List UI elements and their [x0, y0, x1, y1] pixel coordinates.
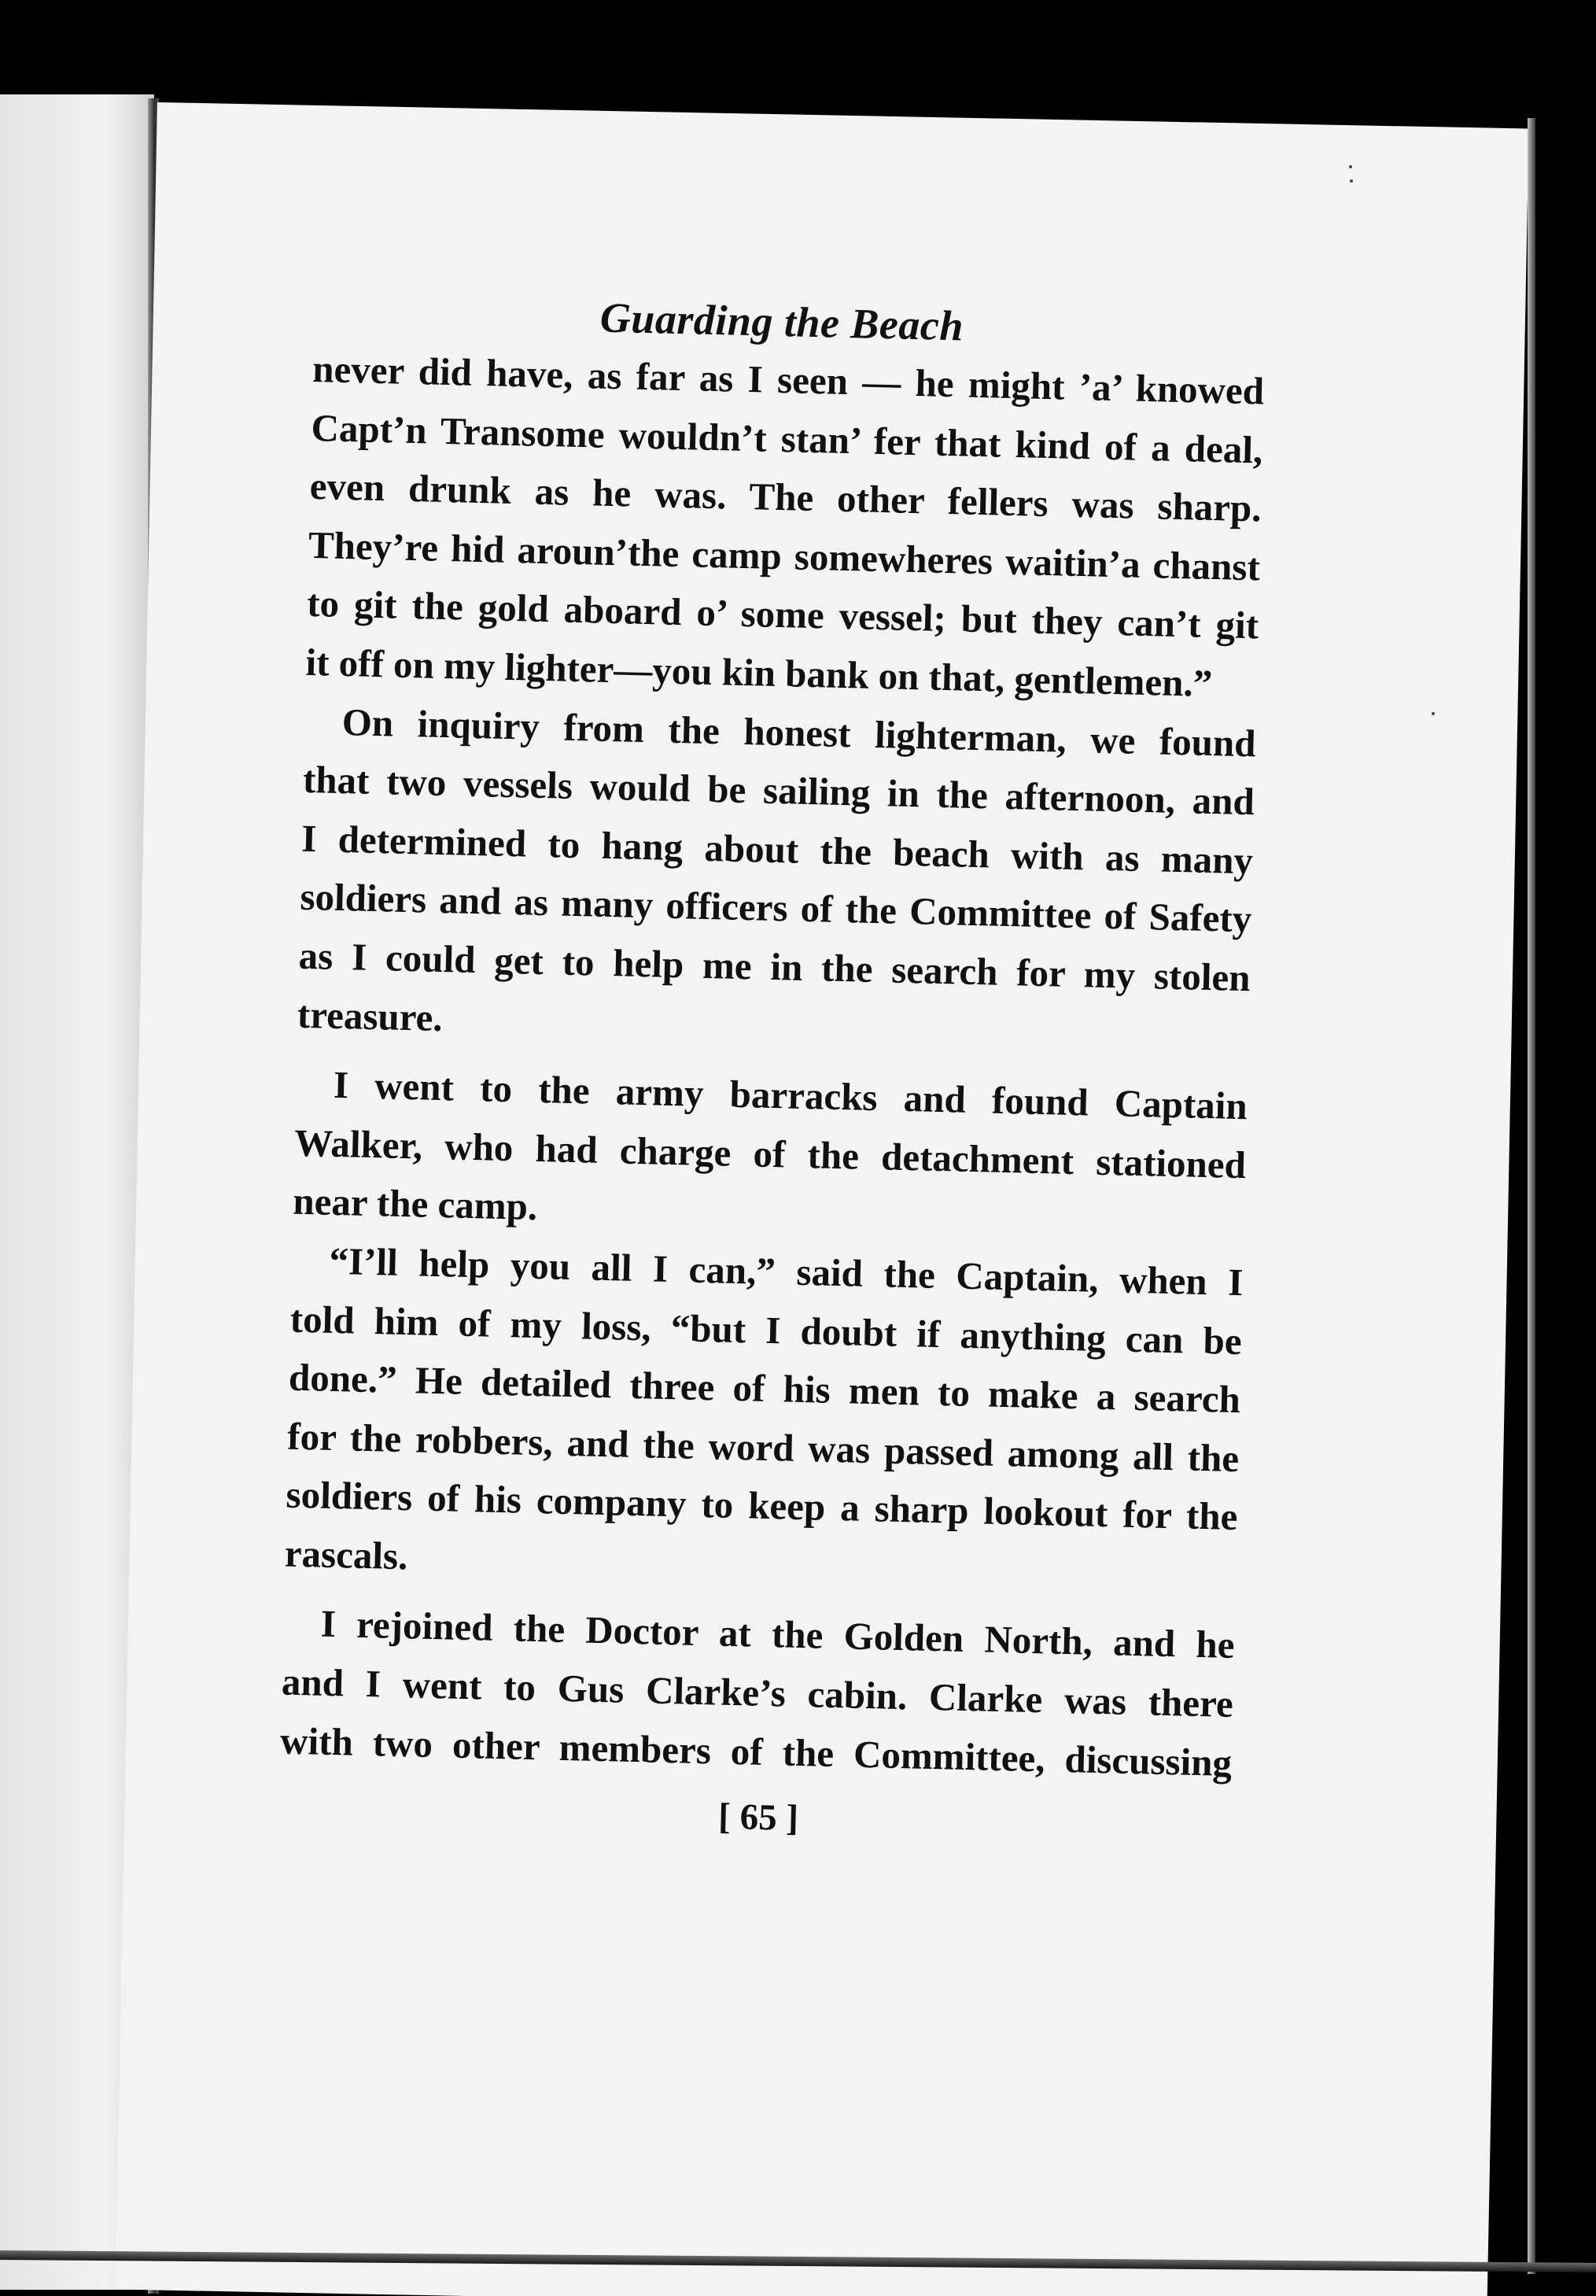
paragraph	[284, 1231, 1244, 1606]
scan-speck	[1350, 179, 1353, 183]
text-line: Walker, who had charge of the detachment stationed	[293, 1120, 1247, 1187]
text-line: to git the gold aboard o’ some vessel; but they can’t git	[306, 581, 1259, 648]
text-line: it off on my lighter—you kin bank on that, gentlemen.”	[304, 640, 1213, 705]
paragraph	[293, 1055, 1248, 1253]
text-line: On inquiry from the honest lighterman, we found	[341, 700, 1257, 765]
text-line: for the robbers, and the word was passed among all the	[286, 1414, 1240, 1480]
text-line: with two other members of the Committee, discussing	[279, 1718, 1233, 1785]
text-line: soldiers and as many officers of the Committee of Safety	[299, 875, 1252, 941]
text-line: as I could get to help me in the search for my stolen	[298, 933, 1251, 1000]
text-line: I went to the army barracks and found Captain	[333, 1062, 1248, 1128]
text-line: I rejoined the Doctor at the Golden North, and he	[320, 1602, 1236, 1667]
text-line: done.” He detailed three of his men to make a search	[288, 1355, 1241, 1422]
text-line: near the camp.	[292, 1179, 538, 1229]
text-line: Capt’n Transome wouldn’t stan’ fer that kind of a deal,	[310, 405, 1263, 472]
text-line: told him of my loss, “but I doubt if anything can be	[289, 1297, 1243, 1363]
page-text-block	[278, 282, 1266, 1860]
page-number: [ 65 ]	[717, 1796, 799, 1840]
running-head: Guarding the Beach	[599, 293, 964, 350]
page-right-edge	[1528, 118, 1535, 2274]
text-line: that two vessels would be sailing in the afternoon, and	[302, 757, 1255, 824]
text-line: rascals.	[284, 1531, 409, 1578]
text-line: and I went to Gus Clarke’s cabin. Clarke was there	[281, 1659, 1234, 1726]
text-line: “I’ll help you all I can,” said the Captain, when I	[329, 1238, 1244, 1305]
text-line: I determined to hang about the beach with as many	[300, 816, 1254, 883]
text-line: never did have, as far as I seen — he might ’a’ knowed	[311, 346, 1265, 413]
text-line: treasure.	[297, 992, 444, 1039]
paragraph	[305, 340, 1265, 714]
scan-speck	[1432, 712, 1435, 715]
text-line: soldiers of his company to keep a sharp lookout for the	[286, 1472, 1238, 1539]
scan-speck	[1349, 165, 1352, 168]
text-line: even drunk as he was. The other fellers was sharp.	[309, 464, 1262, 530]
paragraph	[297, 692, 1256, 1066]
text-line: They’re hid aroun’the camp somewheres waitin’a chanst	[308, 522, 1261, 589]
paragraph	[279, 1594, 1235, 1792]
